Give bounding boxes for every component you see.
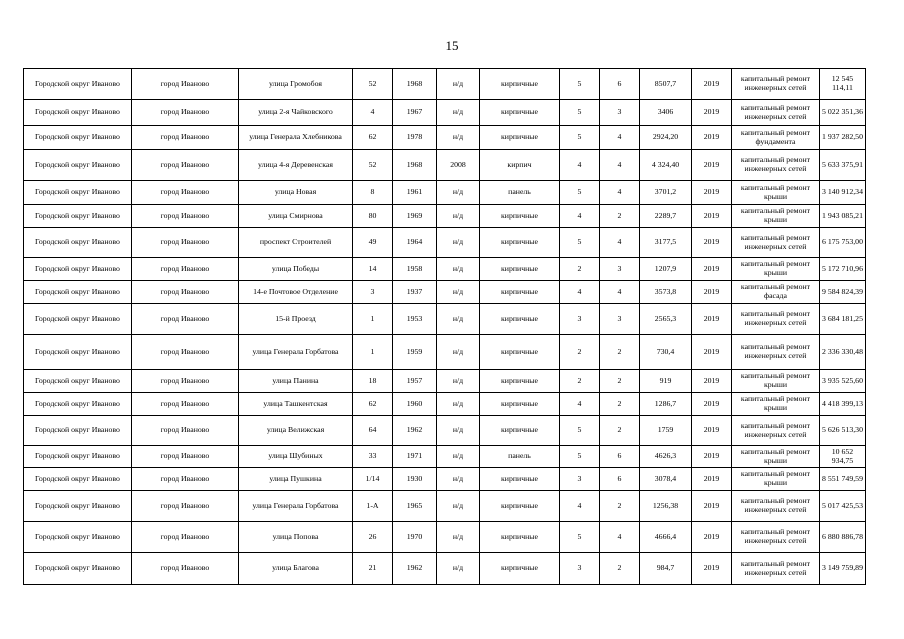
year-built-cell: 1967 [393,100,437,126]
year-built-cell: 1960 [393,393,437,416]
year-built-cell: 1957 [393,370,437,393]
area-cell: 2565,3 [640,304,692,335]
street-cell: улица 4-я Деревенская [239,150,353,181]
year-reconstruction-cell: н/д [437,100,480,126]
table-row [24,100,866,126]
area-cell: 8507,7 [640,69,692,100]
table-row [24,258,866,281]
cost-cell: 9 584 824,39 [820,281,866,304]
city-cell: город Иваново [132,181,239,205]
city-cell: город Иваново [132,446,239,468]
city-cell: город Иваново [132,393,239,416]
cost-cell: 3 140 912,34 [820,181,866,205]
plan-year-cell: 2019 [692,258,732,281]
year-reconstruction-cell: 2008 [437,150,480,181]
house-number-cell: 1 [353,304,393,335]
wall-material-cell: кирпичные [480,522,560,553]
wall-material-cell: кирпичные [480,100,560,126]
floors-cell: 5 [560,446,600,468]
year-reconstruction-cell: н/д [437,446,480,468]
street-cell: улица Шубиных [239,446,353,468]
year-reconstruction-cell: н/д [437,335,480,370]
entrances-cell: 6 [600,446,640,468]
cost-cell: 5 626 513,30 [820,416,866,446]
city-cell: город Иваново [132,370,239,393]
cost-cell: 5 172 710,96 [820,258,866,281]
street-cell: улица Генерала Хлебникова [239,126,353,150]
floors-cell: 3 [560,304,600,335]
city-cell: город Иваново [132,69,239,100]
table-row [24,228,866,258]
entrances-cell: 4 [600,522,640,553]
table-row [24,446,866,468]
area-cell: 919 [640,370,692,393]
house-number-cell: 62 [353,126,393,150]
house-number-cell: 21 [353,553,393,585]
house-number-cell: 49 [353,228,393,258]
year-built-cell: 1959 [393,335,437,370]
street-cell: улица Новая [239,181,353,205]
year-reconstruction-cell: н/д [437,304,480,335]
district-cell: Городской округ Иваново [24,281,132,304]
cost-cell: 1 937 282,50 [820,126,866,150]
street-cell: улица Панина [239,370,353,393]
work-type-cell: капитальный ремонт фундамента [732,126,820,150]
table-row [24,69,866,100]
street-cell: улица Попова [239,522,353,553]
cost-cell: 3 935 525,60 [820,370,866,393]
wall-material-cell: панель [480,181,560,205]
year-reconstruction-cell: н/д [437,553,480,585]
wall-material-cell: кирпичные [480,553,560,585]
entrances-cell: 2 [600,205,640,228]
plan-year-cell: 2019 [692,491,732,522]
district-cell: Городской округ Иваново [24,126,132,150]
year-built-cell: 1958 [393,258,437,281]
wall-material-cell: кирпичные [480,335,560,370]
plan-year-cell: 2019 [692,181,732,205]
year-reconstruction-cell: н/д [437,126,480,150]
plan-year-cell: 2019 [692,335,732,370]
wall-material-cell: кирпичные [480,228,560,258]
house-number-cell: 3 [353,281,393,304]
house-number-cell: 52 [353,150,393,181]
entrances-cell: 2 [600,553,640,585]
cost-cell: 10 652 934,75 [820,446,866,468]
area-cell: 3573,8 [640,281,692,304]
house-number-cell: 4 [353,100,393,126]
housing-repair-table [23,68,866,585]
year-reconstruction-cell: н/д [437,181,480,205]
year-built-cell: 1964 [393,228,437,258]
work-type-cell: капитальный ремонт крыши [732,468,820,491]
plan-year-cell: 2019 [692,304,732,335]
wall-material-cell: кирпичные [480,416,560,446]
cost-cell: 3 684 181,25 [820,304,866,335]
city-cell: город Иваново [132,522,239,553]
year-built-cell: 1937 [393,281,437,304]
plan-year-cell: 2019 [692,553,732,585]
cost-cell: 6 175 753,00 [820,228,866,258]
floors-cell: 5 [560,522,600,553]
cost-cell: 12 545 114,11 [820,69,866,100]
year-built-cell: 1968 [393,150,437,181]
year-reconstruction-cell: н/д [437,281,480,304]
entrances-cell: 4 [600,126,640,150]
area-cell: 2924,20 [640,126,692,150]
area-cell: 4 324,40 [640,150,692,181]
district-cell: Городской округ Иваново [24,304,132,335]
cost-cell: 3 149 759,89 [820,553,866,585]
area-cell: 1286,7 [640,393,692,416]
year-reconstruction-cell: н/д [437,468,480,491]
wall-material-cell: кирпичные [480,126,560,150]
floors-cell: 5 [560,181,600,205]
year-reconstruction-cell: н/д [437,258,480,281]
work-type-cell: капитальный ремонт крыши [732,181,820,205]
floors-cell: 4 [560,491,600,522]
street-cell: улица Громобоя [239,69,353,100]
floors-cell: 4 [560,393,600,416]
work-type-cell: капитальный ремонт крыши [732,258,820,281]
year-reconstruction-cell: н/д [437,228,480,258]
floors-cell: 2 [560,335,600,370]
floors-cell: 5 [560,126,600,150]
work-type-cell: капитальный ремонт инженерных сетей [732,100,820,126]
district-cell: Городской округ Иваново [24,393,132,416]
district-cell: Городской округ Иваново [24,69,132,100]
table-row [24,150,866,181]
wall-material-cell: кирпичные [480,370,560,393]
house-number-cell: 62 [353,393,393,416]
plan-year-cell: 2019 [692,446,732,468]
floors-cell: 5 [560,69,600,100]
street-cell: 15-й Проезд [239,304,353,335]
table-row [24,181,866,205]
plan-year-cell: 2019 [692,416,732,446]
wall-material-cell: кирпичные [480,393,560,416]
cost-cell: 4 418 399,13 [820,393,866,416]
entrances-cell: 6 [600,468,640,491]
cost-cell: 6 880 886,78 [820,522,866,553]
work-type-cell: капитальный ремонт инженерных сетей [732,335,820,370]
entrances-cell: 3 [600,100,640,126]
plan-year-cell: 2019 [692,393,732,416]
year-built-cell: 1962 [393,553,437,585]
district-cell: Городской округ Иваново [24,416,132,446]
city-cell: город Иваново [132,416,239,446]
plan-year-cell: 2019 [692,281,732,304]
table-row [24,393,866,416]
area-cell: 730,4 [640,335,692,370]
house-number-cell: 64 [353,416,393,446]
city-cell: город Иваново [132,205,239,228]
house-number-cell: 52 [353,69,393,100]
entrances-cell: 4 [600,181,640,205]
year-built-cell: 1968 [393,69,437,100]
district-cell: Городской округ Иваново [24,553,132,585]
district-cell: Городской округ Иваново [24,335,132,370]
area-cell: 4666,4 [640,522,692,553]
entrances-cell: 3 [600,258,640,281]
wall-material-cell: кирпичные [480,69,560,100]
table-row [24,416,866,446]
plan-year-cell: 2019 [692,100,732,126]
entrances-cell: 2 [600,416,640,446]
year-built-cell: 1969 [393,205,437,228]
table-row [24,281,866,304]
floors-cell: 5 [560,100,600,126]
work-type-cell: капитальный ремонт крыши [732,370,820,393]
table-row [24,370,866,393]
city-cell: город Иваново [132,258,239,281]
district-cell: Городской округ Иваново [24,150,132,181]
year-built-cell: 1970 [393,522,437,553]
area-cell: 4626,3 [640,446,692,468]
floors-cell: 4 [560,205,600,228]
city-cell: город Иваново [132,335,239,370]
page-number: 15 [445,38,459,53]
wall-material-cell: кирпичные [480,205,560,228]
district-cell: Городской округ Иваново [24,370,132,393]
plan-year-cell: 2019 [692,522,732,553]
city-cell: город Иваново [132,100,239,126]
city-cell: город Иваново [132,228,239,258]
city-cell: город Иваново [132,281,239,304]
street-cell: проспект Строителей [239,228,353,258]
street-cell: улица Ташкентская [239,393,353,416]
year-built-cell: 1962 [393,416,437,446]
floors-cell: 4 [560,150,600,181]
city-cell: город Иваново [132,491,239,522]
work-type-cell: капитальный ремонт инженерных сетей [732,491,820,522]
area-cell: 3406 [640,100,692,126]
area-cell: 2289,7 [640,205,692,228]
city-cell: город Иваново [132,150,239,181]
street-cell: улица Генерала Горбатова [239,491,353,522]
house-number-cell: 18 [353,370,393,393]
cost-cell: 8 551 749,59 [820,468,866,491]
cost-cell: 2 336 330,48 [820,335,866,370]
table-row [24,553,866,585]
district-cell: Городской округ Иваново [24,522,132,553]
plan-year-cell: 2019 [692,126,732,150]
wall-material-cell: кирпичные [480,491,560,522]
entrances-cell: 6 [600,69,640,100]
table-body [24,69,866,585]
floors-cell: 5 [560,416,600,446]
area-cell: 3701,2 [640,181,692,205]
district-cell: Городской округ Иваново [24,228,132,258]
cost-cell: 5 017 425,53 [820,491,866,522]
city-cell: город Иваново [132,553,239,585]
work-type-cell: капитальный ремонт крыши [732,446,820,468]
district-cell: Городской округ Иваново [24,446,132,468]
year-built-cell: 1961 [393,181,437,205]
district-cell: Городской округ Иваново [24,100,132,126]
year-built-cell: 1953 [393,304,437,335]
year-built-cell: 1965 [393,491,437,522]
cost-cell: 5 022 351,36 [820,100,866,126]
street-cell: 14-е Почтовое Отделение [239,281,353,304]
wall-material-cell: кирпичные [480,304,560,335]
work-type-cell: капитальный ремонт крыши [732,205,820,228]
city-cell: город Иваново [132,126,239,150]
street-cell: улица Благова [239,553,353,585]
plan-year-cell: 2019 [692,205,732,228]
table-row [24,126,866,150]
floors-cell: 2 [560,258,600,281]
floors-cell: 4 [560,281,600,304]
entrances-cell: 2 [600,335,640,370]
work-type-cell: капитальный ремонт фасада [732,281,820,304]
floors-cell: 2 [560,370,600,393]
year-built-cell: 1930 [393,468,437,491]
wall-material-cell: кирпич [480,150,560,181]
area-cell: 3177,5 [640,228,692,258]
entrances-cell: 2 [600,393,640,416]
area-cell: 984,7 [640,553,692,585]
table-row [24,522,866,553]
area-cell: 1207,9 [640,258,692,281]
table-row [24,304,866,335]
year-built-cell: 1971 [393,446,437,468]
floors-cell: 3 [560,468,600,491]
district-cell: Городской округ Иваново [24,181,132,205]
work-type-cell: капитальный ремонт инженерных сетей [732,416,820,446]
city-cell: город Иваново [132,468,239,491]
table-row [24,335,866,370]
year-reconstruction-cell: н/д [437,69,480,100]
district-cell: Городской округ Иваново [24,468,132,491]
street-cell: улица Победы [239,258,353,281]
area-cell: 1256,38 [640,491,692,522]
cost-cell: 1 943 085,21 [820,205,866,228]
street-cell: улица Генерала Горбатова [239,335,353,370]
wall-material-cell: кирпичные [480,281,560,304]
cost-cell: 5 633 375,91 [820,150,866,181]
work-type-cell: капитальный ремонт инженерных сетей [732,522,820,553]
plan-year-cell: 2019 [692,370,732,393]
plan-year-cell: 2019 [692,468,732,491]
entrances-cell: 4 [600,150,640,181]
wall-material-cell: кирпичные [480,258,560,281]
work-type-cell: капитальный ремонт инженерных сетей [732,150,820,181]
table-row [24,468,866,491]
area-cell: 3078,4 [640,468,692,491]
work-type-cell: капитальный ремонт инженерных сетей [732,304,820,335]
district-cell: Городской округ Иваново [24,491,132,522]
year-reconstruction-cell: н/д [437,370,480,393]
street-cell: улица Велижская [239,416,353,446]
city-cell: город Иваново [132,304,239,335]
plan-year-cell: 2019 [692,228,732,258]
year-reconstruction-cell: н/д [437,416,480,446]
entrances-cell: 2 [600,370,640,393]
year-reconstruction-cell: н/д [437,205,480,228]
house-number-cell: 1-А [353,491,393,522]
wall-material-cell: кирпичные [480,468,560,491]
house-number-cell: 1/14 [353,468,393,491]
year-reconstruction-cell: н/д [437,522,480,553]
house-number-cell: 8 [353,181,393,205]
house-number-cell: 14 [353,258,393,281]
street-cell: улица Смирнова [239,205,353,228]
entrances-cell: 2 [600,491,640,522]
house-number-cell: 33 [353,446,393,468]
district-cell: Городской округ Иваново [24,258,132,281]
work-type-cell: капитальный ремонт инженерных сетей [732,69,820,100]
plan-year-cell: 2019 [692,69,732,100]
year-reconstruction-cell: н/д [437,491,480,522]
house-number-cell: 1 [353,335,393,370]
entrances-cell: 4 [600,281,640,304]
table-row [24,205,866,228]
floors-cell: 5 [560,228,600,258]
street-cell: улица Пушкина [239,468,353,491]
district-cell: Городской округ Иваново [24,205,132,228]
year-built-cell: 1978 [393,126,437,150]
work-type-cell: капитальный ремонт инженерных сетей [732,228,820,258]
table-row [24,491,866,522]
floors-cell: 3 [560,553,600,585]
entrances-cell: 4 [600,228,640,258]
entrances-cell: 3 [600,304,640,335]
area-cell: 1759 [640,416,692,446]
house-number-cell: 80 [353,205,393,228]
plan-year-cell: 2019 [692,150,732,181]
street-cell: улица 2-я Чайковского [239,100,353,126]
house-number-cell: 26 [353,522,393,553]
year-reconstruction-cell: н/д [437,393,480,416]
work-type-cell: капитальный ремонт инженерных сетей [732,553,820,585]
work-type-cell: капитальный ремонт крыши [732,393,820,416]
wall-material-cell: панель [480,446,560,468]
